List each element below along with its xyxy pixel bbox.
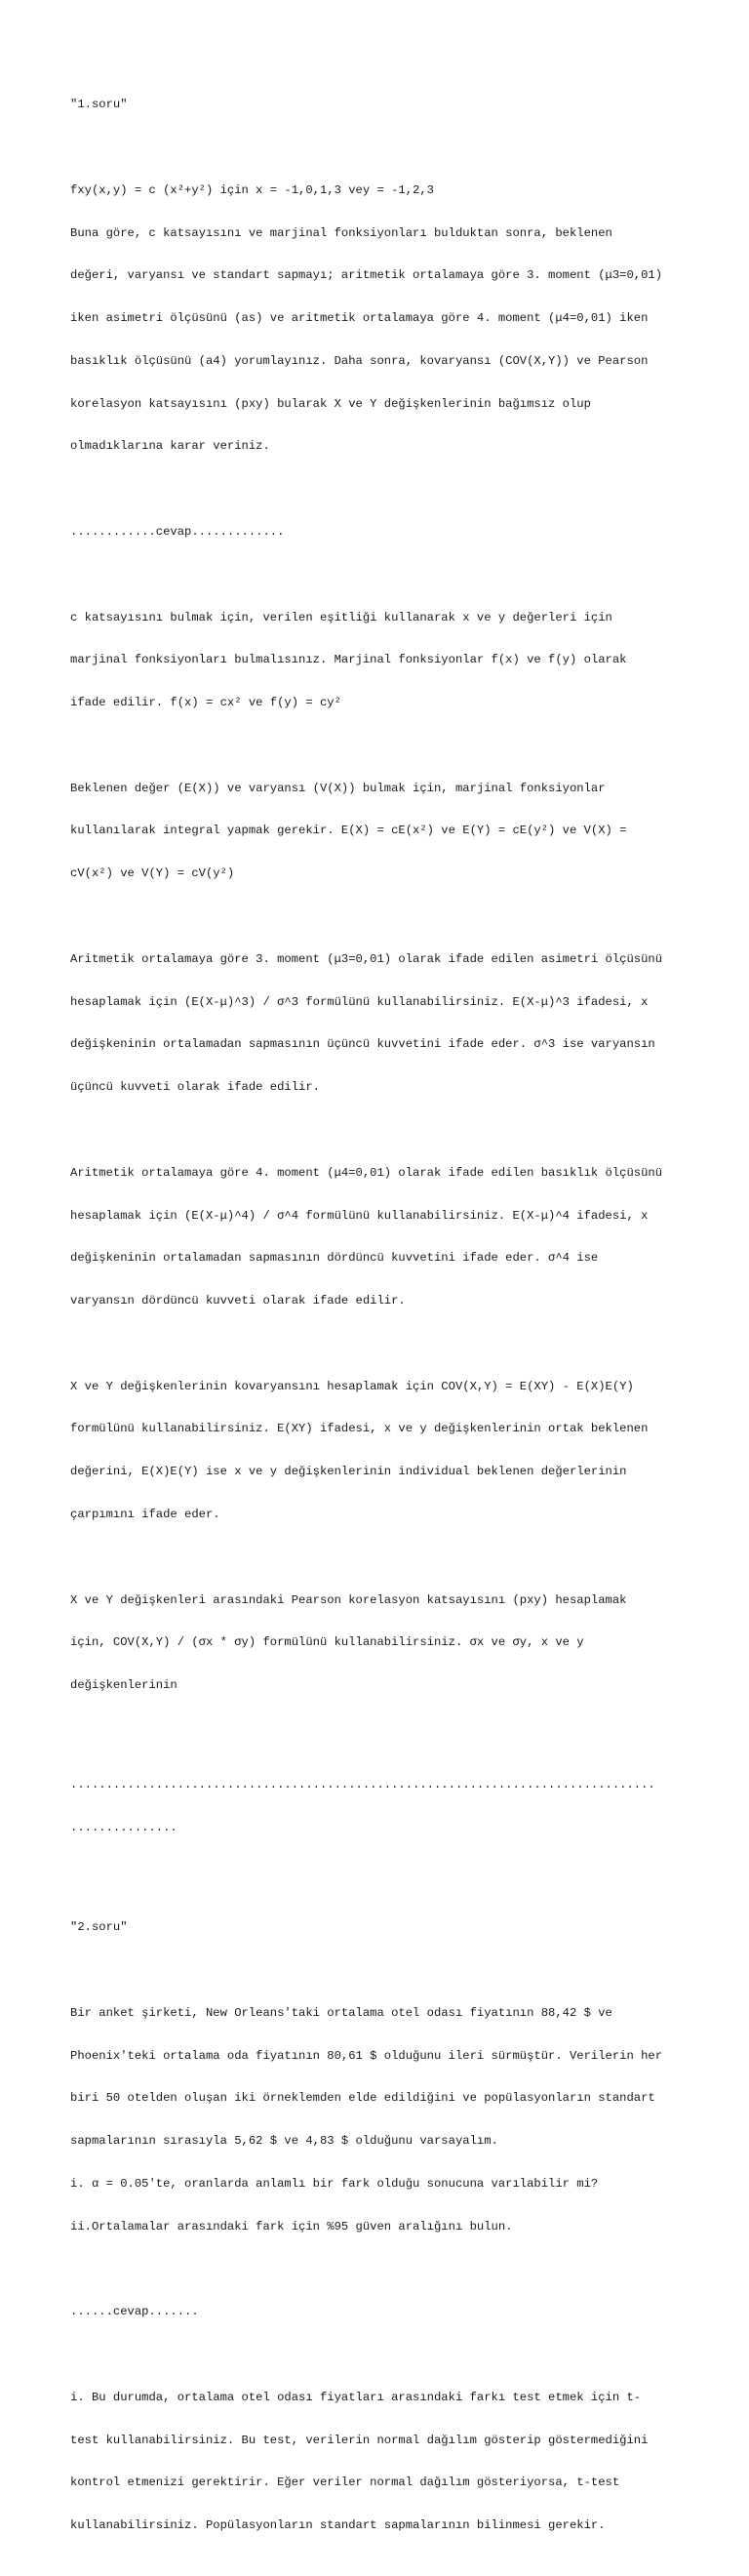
section-separator: [70, 1750, 685, 1864]
answer-line: i. Bu durumda, ortalama otel odası fiyatları arasındaki farkı test etmek için t-: [70, 2390, 642, 2404]
answer-line: varyansın dördüncü kuvveti olarak ifade edilir.: [70, 1294, 406, 1308]
answer-line: test kullanabilirsiniz. Bu test, verilerin normal dağılım gösterip göstermediğini: [70, 2433, 649, 2447]
answer-line: değişkeninin ortalamadan sapmasının üçüncü kuvvetini ifade eder. σ^3 ise varyansın: [70, 1037, 655, 1052]
q1-question-line: fxy(x,y) = c (x²+y²) için x = -1,0,1,3 vey = -1,2,3: [70, 182, 434, 197]
document-page: [70, 69, 685, 2576]
separator-line: ...............: [70, 1821, 177, 1835]
q2-question: [70, 1978, 685, 2263]
q1-answer-paragraph: [70, 1138, 685, 1337]
q1-title-text: "1.soru": [70, 98, 128, 112]
answer-line: çarpımını ifade eder.: [70, 1507, 220, 1521]
q2-question-line: i. α = 0.05'te, oranlarda anlamlı bir fark olduğu sonucuna varılabilir mi?: [70, 2176, 599, 2191]
answer-line: formülünü kullanabilirsiniz. E(XY) ifadesi, x ve y değişkenlerinin ortak beklenen: [70, 1422, 649, 1436]
answer-line: hesaplamak için (E(X-μ)^3) / σ^3 formülünü kullanabilirsiniz. E(X-μ)^3 ifadesi, x: [70, 994, 649, 1009]
q2-question-line: ii.Ortalamalar arasındaki fark için %95 güven aralığını bulun.: [70, 2219, 513, 2234]
answer-line: Aritmetik ortalamaya göre 3. moment (μ3=0,01) olarak ifade edilen asimetri ölçüsünü: [70, 951, 663, 966]
spacer: [70, 1877, 685, 1892]
q2-answer-label: [70, 2276, 685, 2348]
q1-question-line: olmadıklarına karar veriniz.: [70, 439, 270, 454]
q2-question-line: biri 50 otelden oluşan iki örneklemden elde edildiğini ve popülasyonların standart: [70, 2091, 655, 2106]
answer-line: c katsayısını bulmak için, verilen eşitliği kullanarak x ve y değerleri için: [70, 610, 612, 624]
q1-question-line: değeri, varyansı ve standart sapmayı; aritmetik ortalamaya göre 3. moment (μ3=0,01): [70, 268, 663, 283]
answer-line: değişkeninin ortalamadan sapmasının dördüncü kuvvetini ifade eder. σ^4 ise: [70, 1251, 599, 1266]
separator-line: ..................................................................................: [70, 1778, 655, 1792]
q1-answer-label-text: ............cevap.............: [70, 525, 285, 539]
q1-question-line: basıklık ölçüsünü (a4) yorumlayınız. Daha sonra, kovaryansı (COV(X,Y)) ve Pearson: [70, 353, 649, 368]
q1-question-line: korelasyon katsayısını (pxy) bularak X ve Y değişkenlerinin bağımsız olup: [70, 396, 591, 411]
q2-answer-paragraph: [70, 2362, 685, 2561]
q1-answer-paragraph: [70, 753, 685, 910]
q2-question-line: Bir anket şirketi, New Orleans'taki ortalama otel odası fiyatının 88,42 $ ve: [70, 2005, 612, 2020]
answer-line: marjinal fonksiyonları bulmalısınız. Marjinal fonksiyonlar f(x) ve f(y) olarak: [70, 653, 627, 667]
answer-line: X ve Y değişkenlerinin kovaryansını hesaplamak için COV(X,Y) = E(XY) - E(X)E(Y): [70, 1379, 634, 1393]
answer-line: Aritmetik ortalamaya göre 4. moment (μ4=0,01) olarak ifade edilen basıklık ölçüsünü: [70, 1165, 663, 1180]
q2-question-line: sapmalarının sırasıyla 5,62 $ ve 4,83 $ olduğunu varsayalım.: [70, 2134, 498, 2149]
q1-question-line: iken asimetri ölçüsünü (as) ve aritmetik ortalamaya göre 4. moment (μ4=0,01) iken: [70, 311, 649, 326]
q1-question: [70, 155, 685, 483]
answer-line: hesaplamak için (E(X-μ)^4) / σ^4 formülünü kullanabilirsiniz. E(X-μ)^4 ifadesi, x: [70, 1208, 649, 1223]
answer-line: kullanılarak integral yapmak gerekir. E(X) = cE(x²) ve E(Y) = cE(y²) ve V(X) =: [70, 824, 627, 838]
q2-answer-label-text: ......cevap.......: [70, 2305, 199, 2319]
answer-line: değişkenlerinin: [70, 1678, 177, 1693]
q1-question-line: Buna göre, c katsayısını ve marjinal fonksiyonları bulduktan sonra, beklenen: [70, 225, 612, 240]
answer-line: X ve Y değişkenleri arasındaki Pearson korelasyon katsayısını (pxy) hesaplamak: [70, 1592, 627, 1607]
q1-answer-paragraph: [70, 1564, 685, 1721]
answer-line: üçüncü kuvveti olarak ifade edilir.: [70, 1080, 320, 1095]
answer-line: için, COV(X,Y) / (σx * σy) formülünü kullanabilirsiniz. σx ve σy, x ve y: [70, 1635, 584, 1650]
answer-line: cV(x²) ve V(Y) = cV(y²): [70, 866, 235, 881]
answer-line: ifade edilir. f(x) = cx² ve f(y) = cy²: [70, 696, 341, 710]
answer-line: Beklenen değer (E(X)) ve varyansı (V(X)) bulmak için, marjinal fonksiyonlar: [70, 781, 606, 795]
q2-title-text: "2.soru": [70, 1920, 128, 1935]
answer-line: kullanabilirsiniz. Popülasyonların standart sapmalarının bilinmesi gerekir.: [70, 2518, 606, 2533]
q1-answer-paragraph: [70, 924, 685, 1123]
answer-line: kontrol etmenizi gerektirir. Eğer veriler normal dağılım gösteriyorsa, t-test: [70, 2475, 620, 2490]
q1-answer-paragraph: [70, 1350, 685, 1550]
q2-question-line: Phoenix'teki ortalama oda fiyatının 80,61 $ olduğunu ileri sürmüştür. Verilerin her: [70, 2048, 663, 2063]
spacer: [70, 1735, 685, 1750]
q1-answer-label: [70, 497, 685, 568]
q1-answer-paragraph: [70, 582, 685, 739]
q1-title: [70, 69, 685, 141]
q2-title: [70, 1892, 685, 1963]
answer-line: değerini, E(X)E(Y) ise x ve y değişkenlerinin individual beklenen değerlerinin: [70, 1465, 627, 1479]
